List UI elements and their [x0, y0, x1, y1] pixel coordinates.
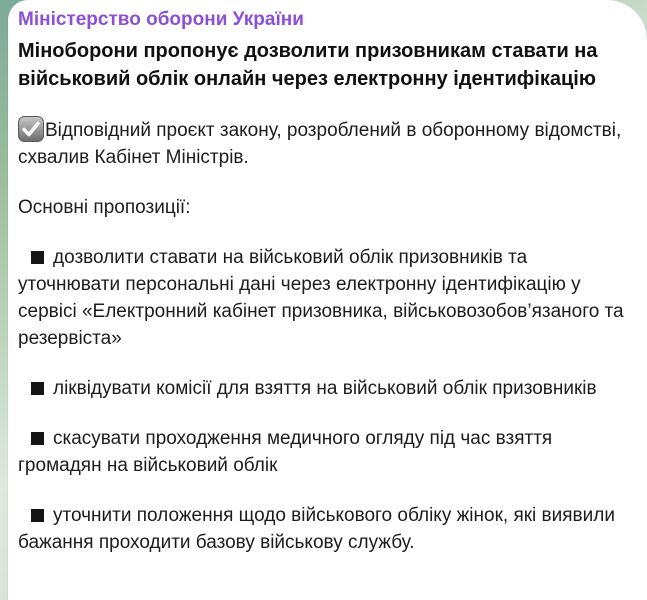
paragraph-text: ліквідувати комісії для взяття на військовий облік призовників [53, 378, 597, 399]
message-headline: Міноборони пропонує дозволити призовникам ставати на військовий облік онлайн через електронну ідентифікацію [18, 40, 598, 90]
black-square-bullet-icon [31, 509, 44, 522]
channel-name[interactable]: Міністерство оборони України [18, 9, 304, 30]
message-paragraph-bullet [18, 244, 631, 352]
message-paragraph-bullet [18, 425, 631, 479]
black-square-bullet-icon [31, 432, 44, 445]
message-content [8, 0, 647, 568]
message-paragraph-bullet [18, 502, 631, 556]
paragraph-text: дозволити ставати на військовий облік призовників та уточнювати персональні дані через електронну ідентифікацію у сервісі «Електронний кабінет призовника, військовозобов’язаного та резервіста» [18, 247, 624, 349]
paragraph-text: скасувати проходження медичного огляду під час взяття громадян на військовий облік [18, 428, 553, 476]
paragraph-text: уточнити положення щодо військового обліку жінок, які виявили бажання проходити базову військову службу. [18, 505, 615, 553]
message-paragraph-bullet [18, 375, 631, 402]
section-label: Основні пропозиції: [18, 197, 191, 218]
message-bubble [8, 0, 647, 600]
black-square-bullet-icon [31, 251, 44, 264]
ballot-box-with-check-icon [18, 116, 44, 142]
black-square-bullet-icon [31, 382, 44, 395]
paragraph-text: Відповідний проєкт закону, розроблений в оборонному відомстві, схвалив Кабінет Міністрів. [18, 120, 622, 168]
message-paragraph-intro [18, 116, 631, 171]
